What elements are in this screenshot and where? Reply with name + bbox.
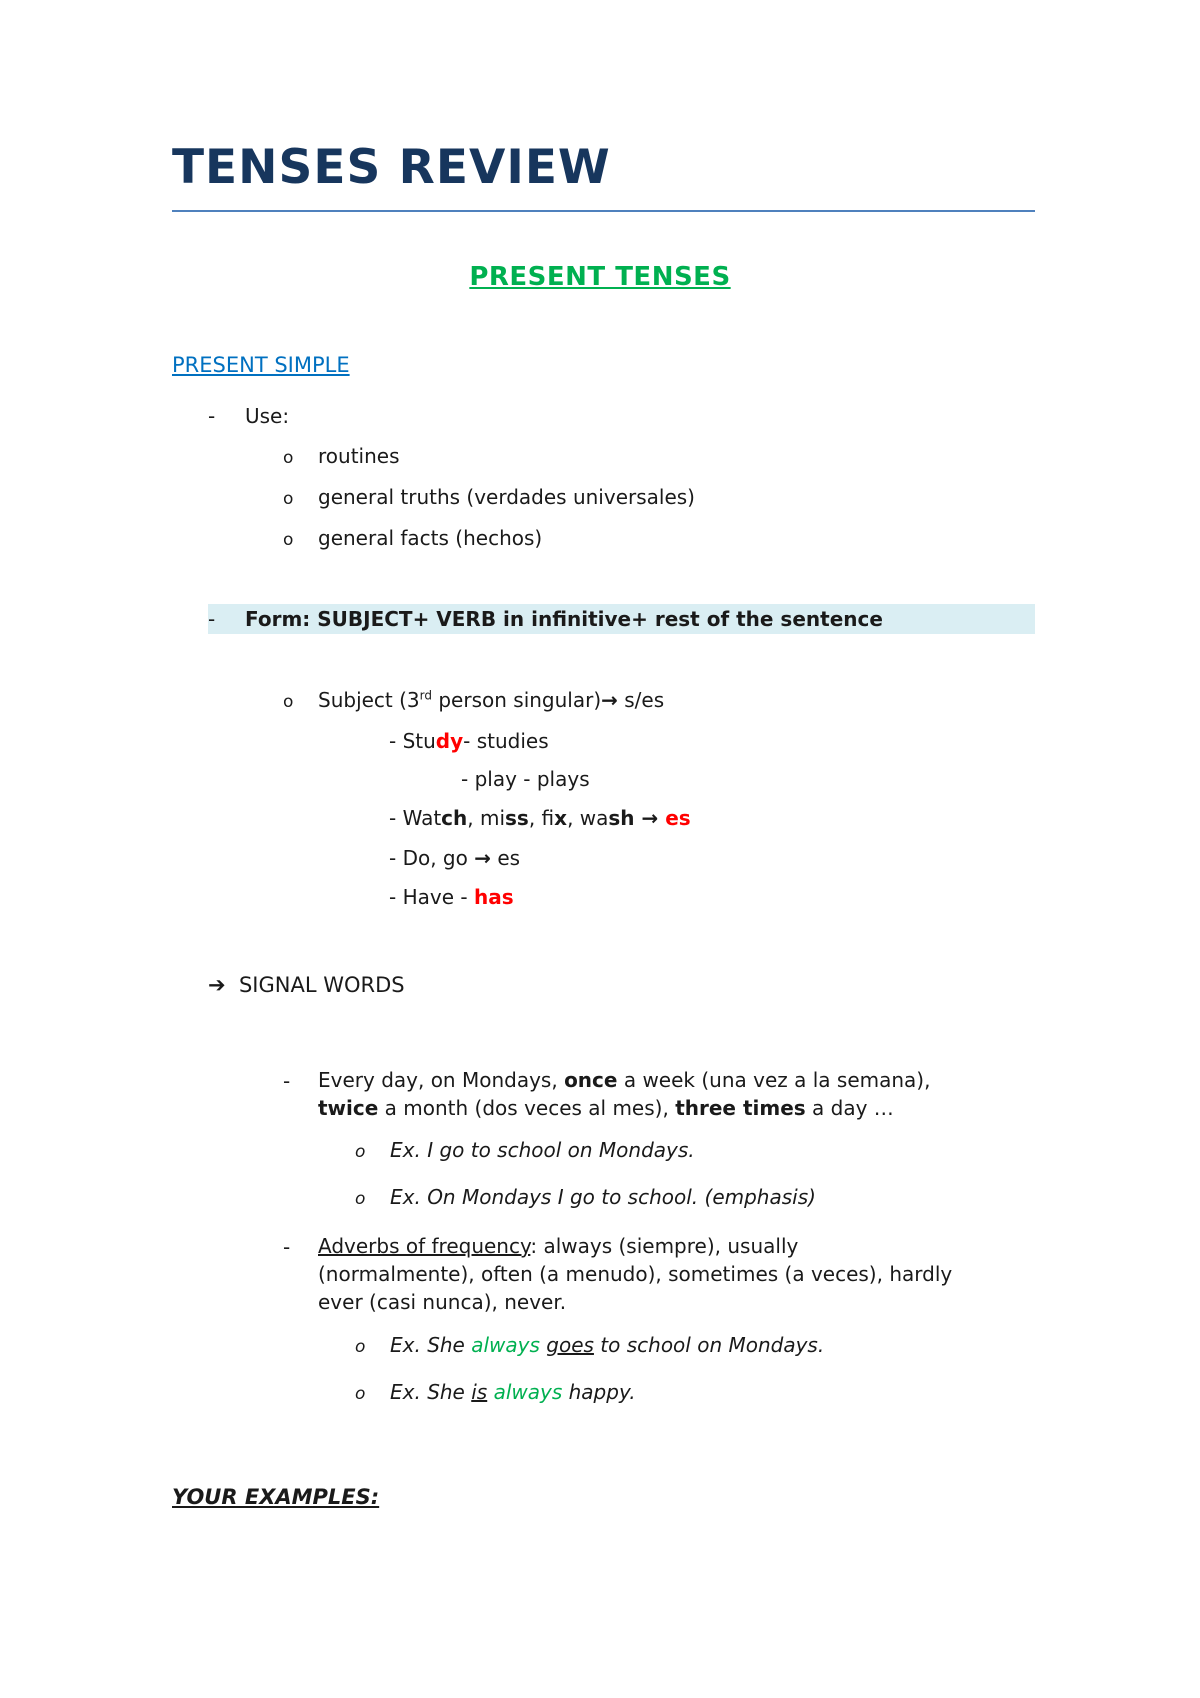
list-bullet: o	[355, 1189, 366, 1209]
example-watch-text: , wa	[567, 806, 609, 830]
example-study	[389, 729, 549, 753]
time-expressions-text: Every day, on Mondays,	[318, 1068, 565, 1092]
time-expressions-bold: twice	[318, 1096, 379, 1120]
adverb-example-text: to school on Mondays.	[593, 1333, 825, 1357]
adverb-example-text: happy.	[562, 1380, 636, 1404]
arrow-icon: →	[474, 846, 491, 870]
adverb-example-text: Ex. She	[390, 1333, 472, 1357]
adverb-example	[390, 1380, 636, 1404]
your-examples-heading: YOUR EXAMPLES:	[172, 1485, 380, 1509]
example-watch-text: , mi	[467, 806, 506, 830]
document-title: TENSES REVIEW	[172, 140, 611, 195]
example-dash: -	[389, 729, 403, 753]
list-dash: -	[208, 404, 216, 428]
example-have-text: - Have -	[389, 885, 474, 909]
form-rule: Form: SUBJECT+ VERB in infinitive+ rest of the sentence	[245, 607, 883, 631]
adverb-example-text: Ex. She	[390, 1380, 472, 1404]
example-watch	[389, 806, 691, 830]
use-item: general facts (hechos)	[318, 526, 543, 550]
adverbs-line2: (normalmente), often (a menudo), sometimes (a veces), hardly	[318, 1262, 953, 1286]
title-divider	[172, 210, 1035, 212]
example-watch-bold: ss	[505, 806, 529, 830]
list-bullet: o	[355, 1337, 366, 1357]
adverb-example-verb: goes	[546, 1333, 594, 1357]
example-study-highlight: dy	[435, 729, 464, 753]
example-have	[389, 885, 514, 909]
time-expressions-text: a month (dos veces al mes),	[378, 1096, 676, 1120]
use-item: routines	[318, 444, 400, 468]
subject-rule-result: s/es	[617, 688, 665, 712]
signal-words-heading	[208, 973, 405, 997]
example-do-go-text: - Do, go	[389, 846, 475, 870]
adverbs-line3: ever (casi nunca), never.	[318, 1290, 567, 1314]
example-do-go-result: es	[490, 846, 521, 870]
list-dash: -	[208, 607, 216, 631]
list-dash: -	[283, 1235, 291, 1259]
adverbs-line1	[318, 1232, 798, 1260]
example-have-result: has	[473, 885, 514, 909]
example-sentence: Ex. On Mondays I go to school. (emphasis)	[390, 1185, 816, 1209]
time-expressions-line1	[318, 1066, 930, 1094]
example-watch-result: es	[665, 806, 691, 830]
list-bullet: o	[355, 1384, 366, 1404]
use-item: general truths (verdades universales)	[318, 485, 695, 509]
example-do-go	[389, 846, 520, 870]
section-heading: PRESENT TENSES	[469, 262, 731, 292]
adverbs-label: Adverbs of frequency	[318, 1234, 531, 1258]
time-expressions-text: a week (una vez a la semana),	[617, 1068, 931, 1092]
example-sentence: Ex. I go to school on Mondays.	[390, 1138, 695, 1162]
example-watch-bold: sh	[608, 806, 635, 830]
use-label: Use:	[245, 404, 290, 428]
subject-rule-sup: rd	[419, 688, 432, 703]
example-dash: -	[389, 806, 403, 830]
time-expressions-bold: once	[564, 1068, 618, 1092]
signal-words-label: SIGNAL WORDS	[238, 973, 405, 997]
subject-rule	[318, 688, 664, 712]
time-expressions-bold: three times	[675, 1096, 806, 1120]
example-watch-bold: x	[554, 806, 568, 830]
list-bullet: o	[283, 692, 294, 712]
adverbs-text: : always (siempre), usually	[530, 1234, 799, 1258]
subject-rule-prefix: Subject (3	[318, 688, 420, 712]
arrow-icon: →	[601, 688, 618, 712]
list-bullet: o	[283, 530, 294, 550]
time-expressions-line2	[318, 1094, 894, 1122]
arrow-right-icon: ➔	[208, 973, 226, 997]
example-play: - play - plays	[461, 767, 590, 791]
sub-heading: PRESENT SIMPLE	[172, 353, 350, 377]
example-watch-text: Wat	[402, 806, 442, 830]
arrow-icon: →	[634, 806, 666, 830]
adverb-example	[390, 1333, 824, 1357]
example-watch-text: , fi	[528, 806, 555, 830]
list-dash: -	[283, 1069, 291, 1093]
adverb-example-adverb: always	[471, 1333, 540, 1357]
list-bullet: o	[283, 489, 294, 509]
list-bullet: o	[283, 448, 294, 468]
adverb-example-adverb: always	[493, 1380, 563, 1404]
adverb-example-verb: is	[471, 1380, 488, 1404]
example-watch-bold: ch	[441, 806, 468, 830]
subject-rule-suffix: person singular)	[432, 688, 602, 712]
example-study-post: - studies	[463, 729, 549, 753]
list-bullet: o	[355, 1142, 366, 1162]
example-study-pre: Stu	[402, 729, 436, 753]
time-expressions-text: a day …	[805, 1096, 894, 1120]
